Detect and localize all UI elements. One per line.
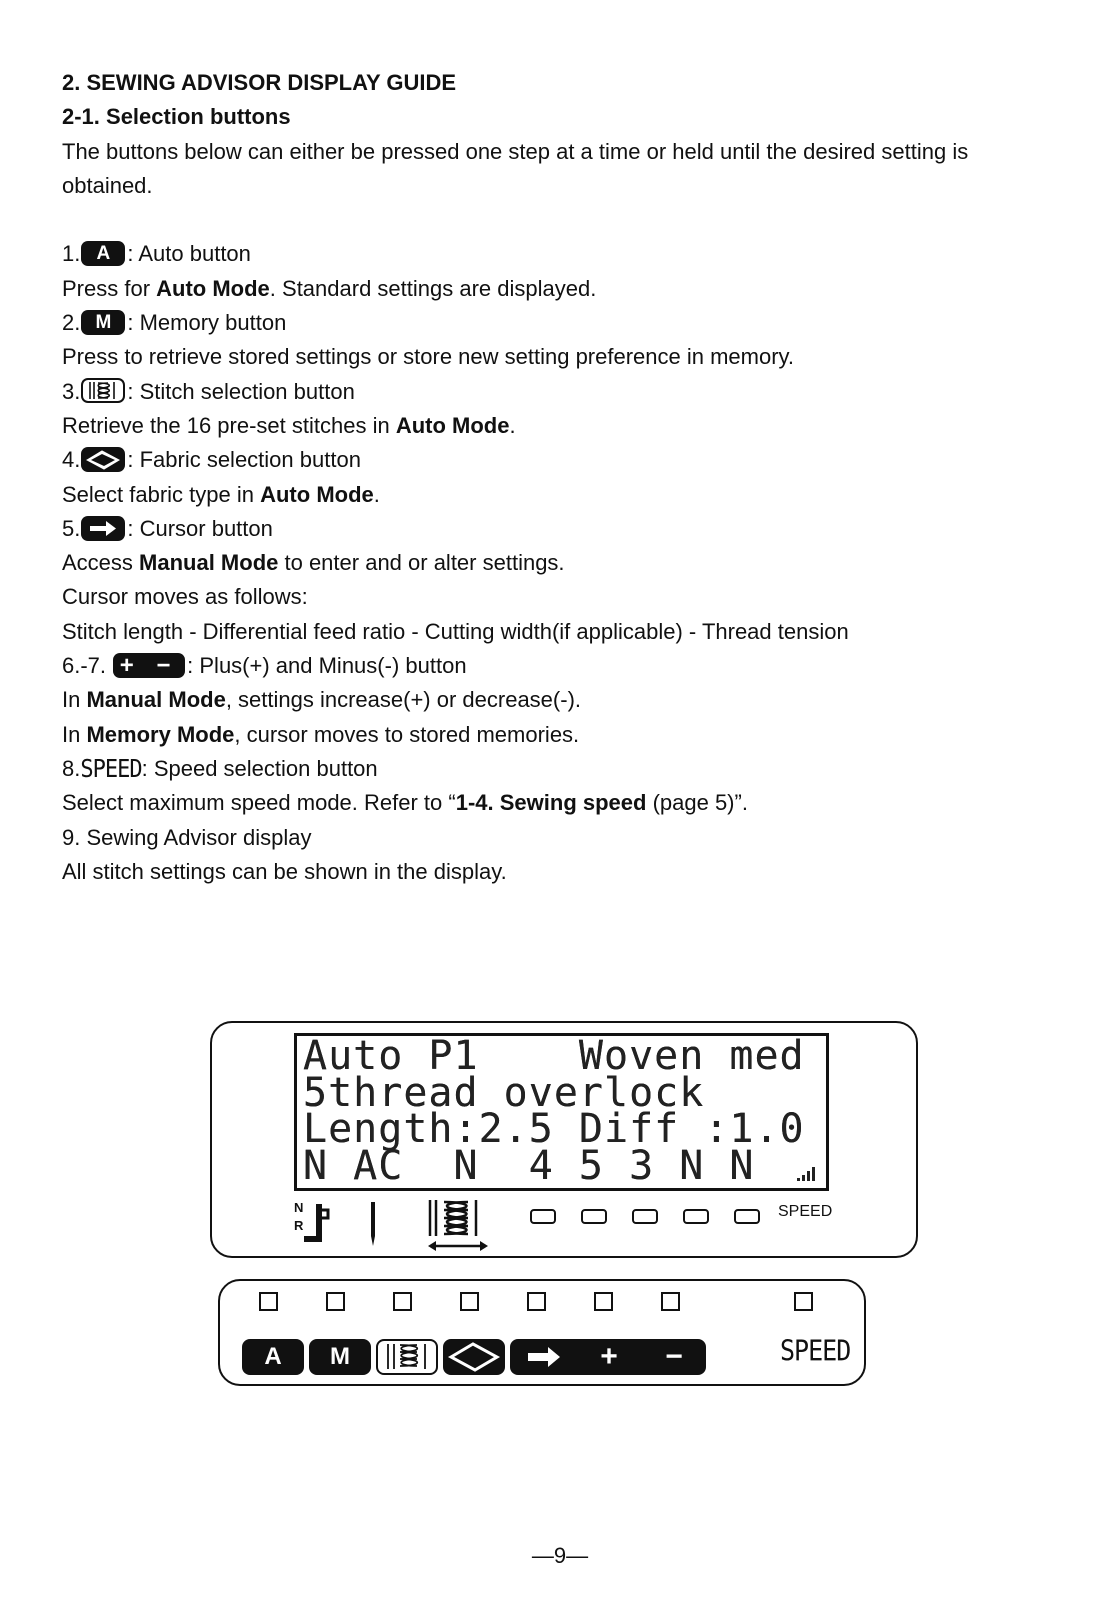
arrow-right-icon xyxy=(510,1339,576,1375)
led-fabric xyxy=(460,1292,479,1311)
fabric-selection-button[interactable] xyxy=(443,1339,505,1375)
item-auto-button xyxy=(62,237,1062,271)
auto-button[interactable]: A xyxy=(242,1339,304,1375)
stitch-width-icon xyxy=(424,1196,494,1252)
lcd-line-4: N AC N 4 5 3 N N xyxy=(303,1142,755,1189)
item-description: Press for Auto Mode. Standard settings are displayed. xyxy=(62,275,597,301)
item-number: 8. xyxy=(62,755,81,781)
indicator-box-4 xyxy=(683,1209,709,1224)
presser-foot-icon: N R xyxy=(294,1200,334,1248)
item-description: Select maximum speed mode. Refer to “1-4. Sewing speed (page 5)”. xyxy=(62,790,748,816)
page-number: —9— xyxy=(531,1543,589,1568)
item-number: 6.-7. xyxy=(62,653,107,679)
item-memory-button xyxy=(62,306,1062,340)
auto-button-icon: A xyxy=(81,241,125,266)
item-description: Stitch length - Differential feed ratio - Cutting width(if applicable) - Thread tension xyxy=(62,618,849,644)
item-number: 2. xyxy=(62,310,81,336)
item-fabric-button xyxy=(62,443,1062,477)
signal-bars-icon xyxy=(796,1164,818,1182)
arrow-right-icon xyxy=(81,516,125,541)
item-cursor-button xyxy=(62,512,1062,546)
speed-button[interactable]: SPEED xyxy=(780,1333,851,1368)
needle-icon xyxy=(366,1200,380,1248)
item-description: Access Manual Mode to enter and or alter settings. xyxy=(62,550,565,576)
subsection-heading: 2-1. Selection buttons xyxy=(62,104,291,130)
led-memory xyxy=(326,1292,345,1311)
item-number: 4. xyxy=(62,447,81,473)
item-label: : Fabric selection button xyxy=(127,447,361,473)
intro-text: The buttons below can either be pressed one step at a time or held until the desired setting is xyxy=(62,138,969,164)
cursor-button[interactable] xyxy=(510,1339,576,1375)
section-heading: 2. SEWING ADVISOR DISPLAY GUIDE xyxy=(62,70,457,95)
lcd-line-3: Length:2.5 Diff :1.0 xyxy=(303,1106,805,1152)
item-description: In Memory Mode, cursor moves to stored memories. xyxy=(62,721,580,747)
lcd-line-1: Auto P1 Woven med xyxy=(303,1033,805,1079)
fabric-icon xyxy=(443,1339,505,1375)
lcd-screen xyxy=(294,1033,829,1191)
item-description: All stitch settings can be shown in the display. xyxy=(62,858,507,884)
lcd-speed-label: SPEED xyxy=(778,1203,833,1220)
fabric-icon xyxy=(81,447,125,472)
item-number: 5. xyxy=(62,515,81,541)
led-cursor xyxy=(527,1292,546,1311)
memory-button-icon: M xyxy=(81,310,125,335)
item-plus-minus-button xyxy=(62,649,1062,683)
stitch-icon xyxy=(81,378,125,403)
plus-minus-icon: + − xyxy=(113,653,185,678)
minus-button[interactable]: − xyxy=(665,1340,683,1373)
item-label: : Stitch selection button xyxy=(127,378,355,404)
item-stitch-button xyxy=(62,375,1062,409)
item-number: 3. xyxy=(62,378,81,404)
item-description: In Manual Mode, settings increase(+) or decrease(-). xyxy=(62,687,582,713)
led-minus xyxy=(661,1292,680,1311)
item-number: 1. xyxy=(62,241,81,267)
item-description: Cursor moves as follows: xyxy=(62,584,308,610)
led-plus xyxy=(594,1292,613,1311)
item-label: : Cursor button xyxy=(127,515,273,541)
document-body xyxy=(62,66,1062,889)
speed-icon: SPEED xyxy=(80,754,142,784)
led-speed xyxy=(794,1292,813,1311)
item-speed-button xyxy=(62,752,1062,786)
indicator-box-2 xyxy=(581,1209,607,1224)
item-description: Retrieve the 16 pre-set stitches in Auto Mode. xyxy=(62,412,516,438)
indicator-box-3 xyxy=(632,1209,658,1224)
plus-button[interactable]: + xyxy=(600,1340,618,1373)
indicator-box-1 xyxy=(530,1209,556,1224)
item-label: : Memory button xyxy=(127,310,287,336)
intro-text-cont: obtained. xyxy=(62,172,153,198)
lcd-line-2: 5thread overlock xyxy=(303,1069,705,1116)
led-stitch xyxy=(393,1292,412,1311)
item-label: : Auto button xyxy=(127,241,251,267)
indicator-box-5 xyxy=(734,1209,760,1224)
item-display: 9. Sewing Advisor display xyxy=(62,824,312,850)
item-description: Press to retrieve stored settings or store new setting preference in memory. xyxy=(62,344,795,370)
stitch-selection-button[interactable] xyxy=(376,1339,438,1375)
memory-button[interactable]: M xyxy=(309,1339,371,1375)
led-auto xyxy=(259,1292,278,1311)
stitch-icon xyxy=(379,1341,436,1372)
item-label: : Speed selection button xyxy=(141,755,378,781)
item-description: Select fabric type in Auto Mode. xyxy=(62,481,380,507)
item-label: : Plus(+) and Minus(-) button xyxy=(187,653,467,679)
